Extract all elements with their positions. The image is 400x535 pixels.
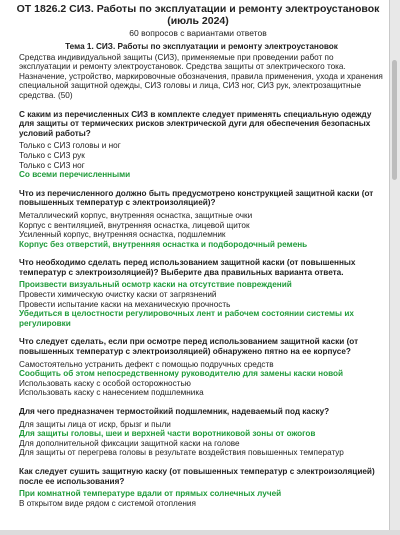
correct-answer: Со всеми перечисленными [19,170,131,180]
correct-answer: Произвести визуальный осмотр каски на отсутствие повреждений [19,280,292,290]
scrollbar-thumb[interactable] [392,60,397,180]
theme-heading: Тема 1. СИЗ. Работы по эксплуатации и ремонту электроустановок [65,42,338,51]
answer-option: Провести химическую очистку каски от загрязнений [19,290,217,300]
question-text: Что следует сделать, если при осмотре перед использованием защитной каски (от повышенных температур с электроизоляцией) обнаружено пятно на ее корпусе? [19,337,359,357]
correct-answer: Для защиты головы, шеи и верхней части воротниковой зоны от ожогов [19,429,316,439]
correct-answer: Убедиться в целостности регулировочных лент и рабочем состоянии системы их регулировки [19,309,354,328]
answer-option: Только с СИЗ рук [19,150,85,160]
question-text: Для чего предназначен термостойкий подшлемник, надеваемый под каску? [19,407,330,416]
theme-intro: Средства индивидуальной защиты (СИЗ), применяемые при проведении работ по эксплуатации и ремонту электроустановок. Средства защиты от электрического тока. Назначение, устройство, маркировочные обозначения, правила применения, ухода и хранения специальной защитной одежды, СИЗ головы и лица, СИЗ ног, СИЗ рук, электрозащитные средства. (50) [19,52,383,100]
answer-option: Самостоятельно устранить дефект с помощью подручных средств [19,359,274,369]
answer-option: Только с СИЗ головы и ног [19,141,121,151]
answer-option: Для дополнительной фиксации защитной каски на голове [19,438,240,448]
question-text: Что из перечисленного должно быть предусмотрено конструкцией защитной каски (от повышенных температур с электроизоляцией)? [19,188,374,208]
bottom-bar [0,530,400,535]
answer-option: Металлический корпус, внутренняя оснастка, защитные очки [19,210,253,220]
answer-option: Провести испытание каски на механическую прочность [19,299,231,309]
answer-option: Использовать каску с особой осторожностью [19,378,191,388]
document-body [19,40,384,508]
vertical-scrollbar[interactable] [389,0,400,535]
question-list [19,110,384,509]
answer-option: В открытом виде рядом с системой отопления [19,498,196,508]
answer-option: Только с СИЗ ног [19,160,85,170]
correct-answer: При комнатной температуре вдали от прямых солнечных лучей [19,489,282,499]
answer-option: Усиленный корпус, внутренняя оснастка, подшлемник [19,230,226,240]
correct-answer: Сообщить об этом непосредственному руководителю для замены каски новой [19,369,344,379]
question-text: С каким из перечисленных СИЗ в комплекте следует применять специальную одежду для защиты от термических рисков электрической дуги для обеспечения безопасных условий работы? [19,109,372,138]
document-subtitle: 60 вопросов с вариантами ответов [129,28,267,38]
answer-option: Для защиты лица от искр, брызг и пыли [19,419,171,429]
answer-option: Корпус с вентиляцией, внутренняя оснастка, лицевой щиток [19,220,250,230]
question-text: Что необходимо сделать перед использованием защитной каски (от повышенных температур с электроизоляцией)? Выберите два правильных варианта ответа. [19,258,356,277]
document-title: ОТ 1826.2 СИЗ. Работы по эксплуатации и ремонту электроустановок (июль 2024) [16,3,380,27]
answer-option: Использовать каску с нанесением подшлемника [19,388,204,398]
question-text: Как следует сушить защитную каску (от повышенных температур с электроизоляцией) после ее использования? [19,466,375,486]
answer-option: Для защиты от перегрева головы в результате воздействия повышенных температур [19,448,344,458]
correct-answer: Корпус без отверстий, внутренняя оснастка и подбородочный ремень [19,239,308,249]
